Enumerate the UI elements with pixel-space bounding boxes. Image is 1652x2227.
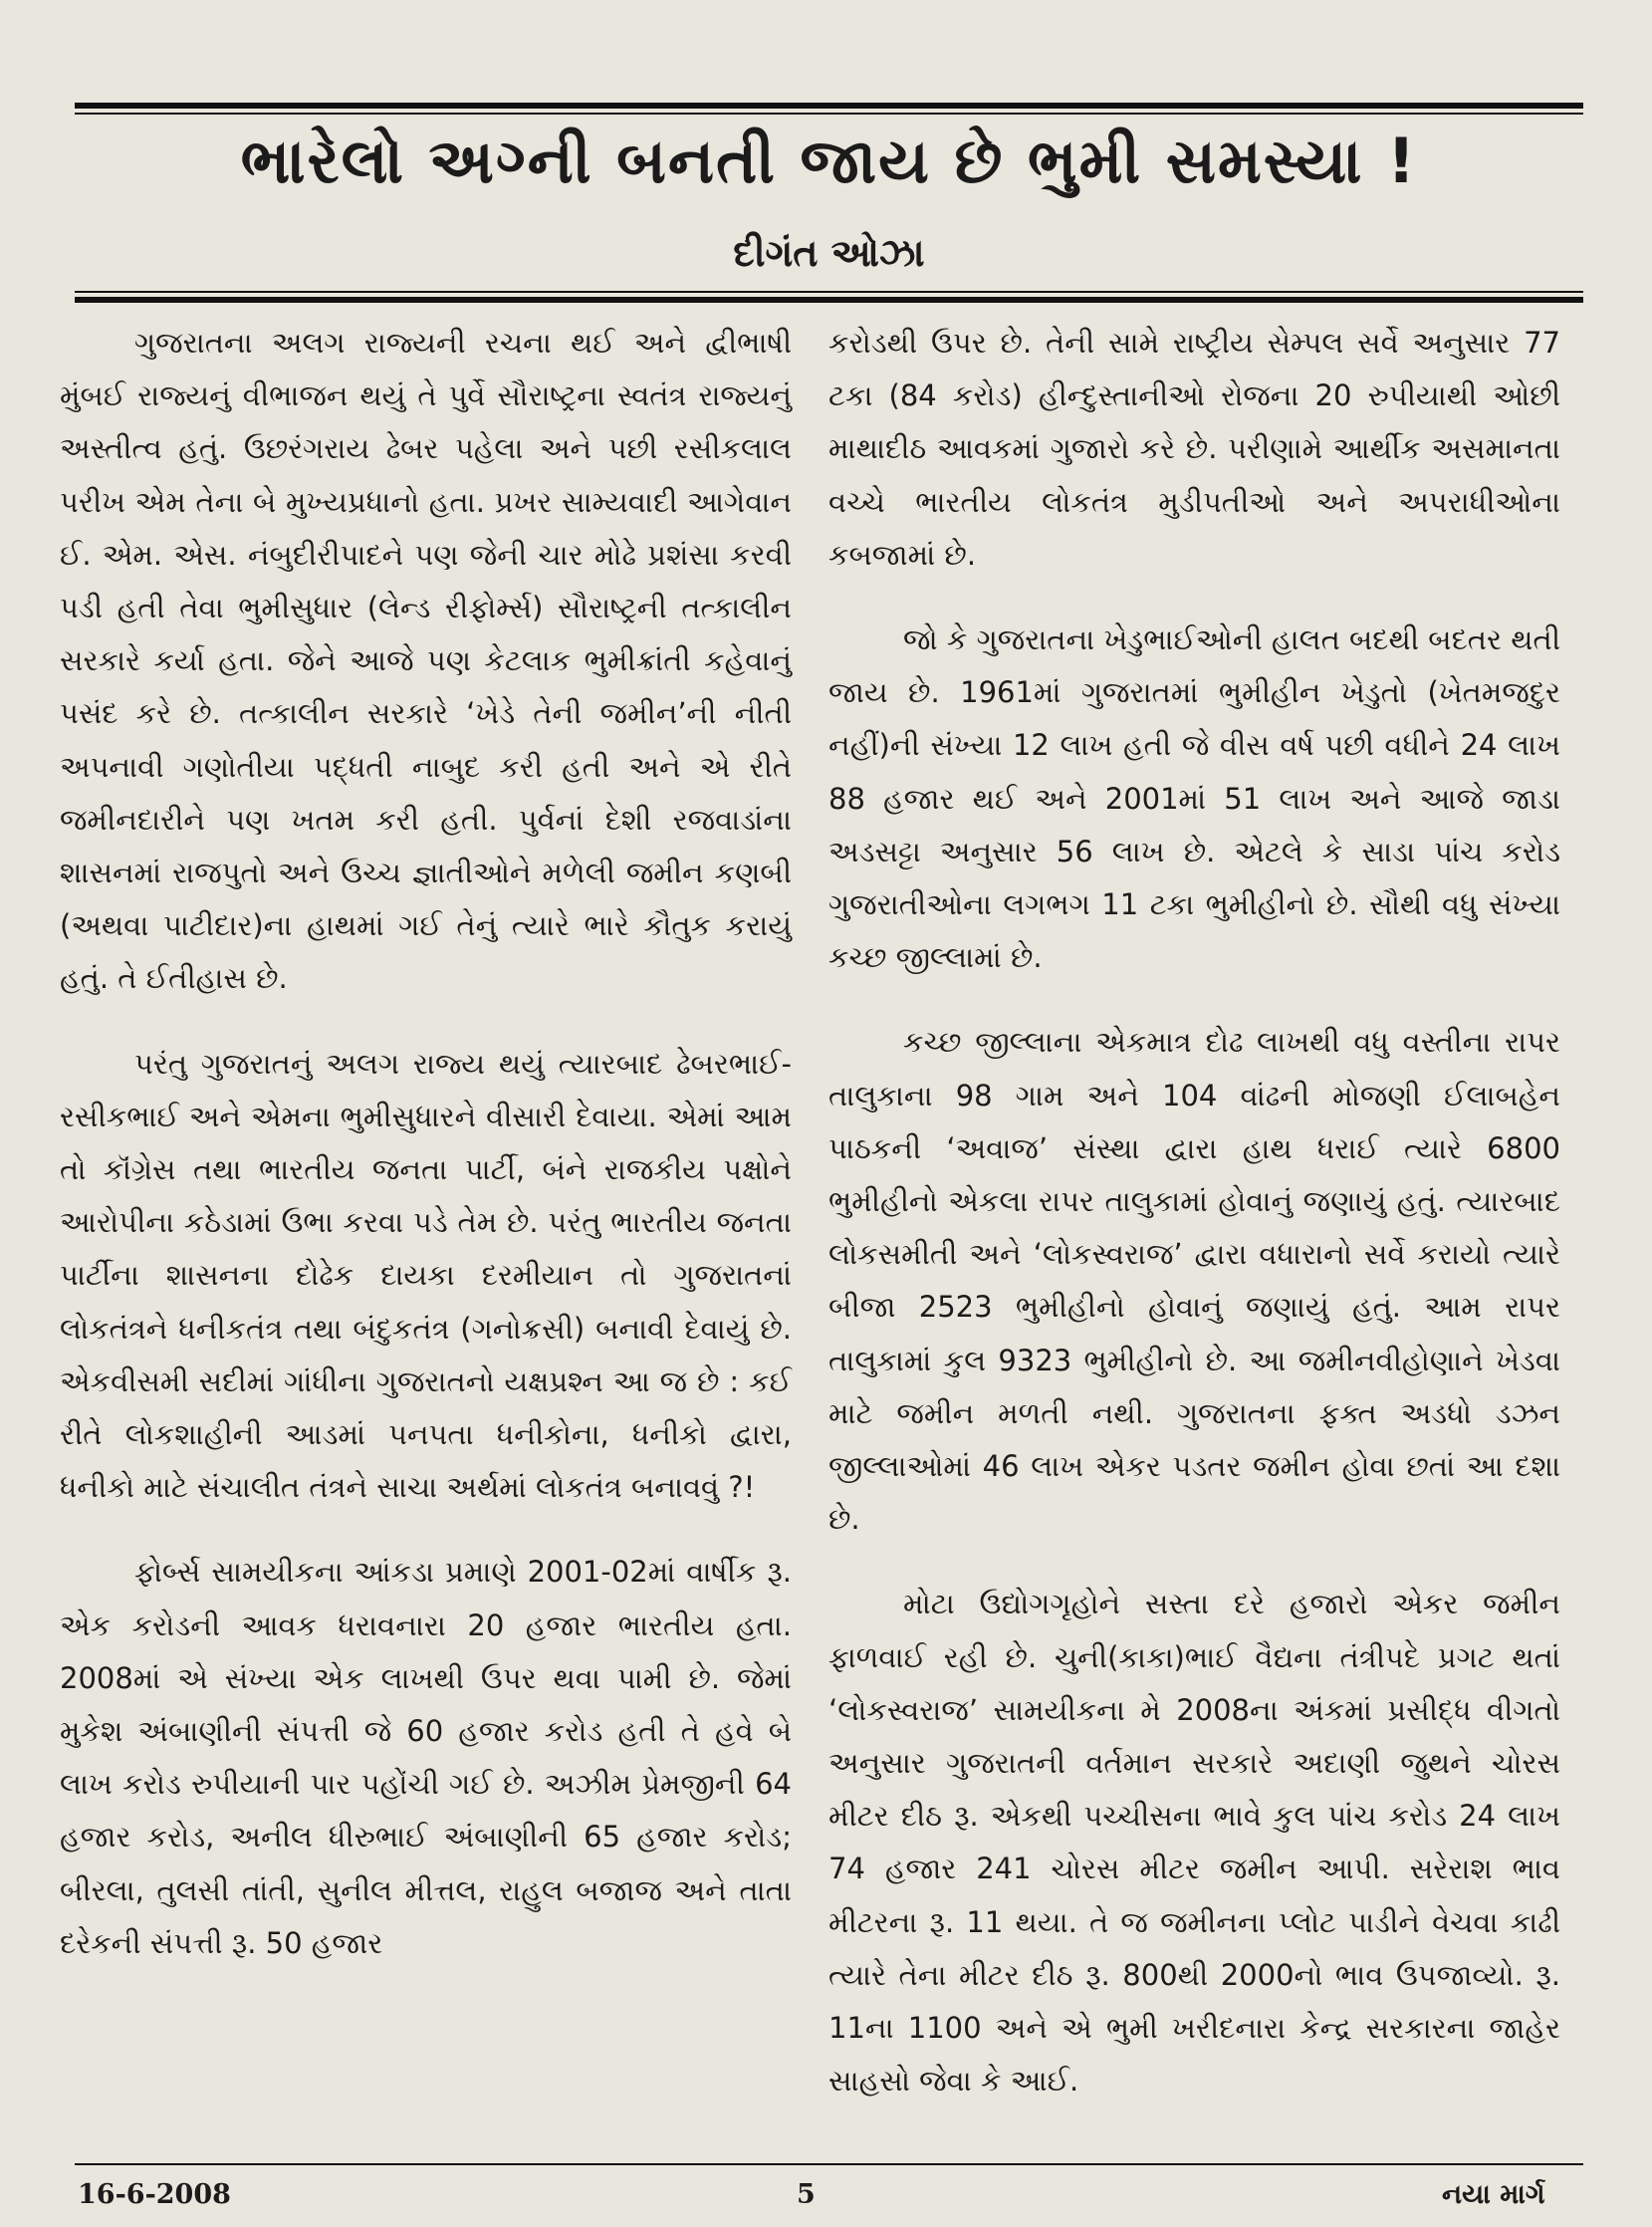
article-title: ભારેલો અગ્ની બનતી જાય છે ભુમી સમસ્યા ! — [240, 124, 1418, 197]
left-column — [60, 317, 792, 2002]
paragraph: કચ્છ જીલ્લાના એકમાત્ર દોઢ લાખથી વધુ વસ્તીના રાપર તાલુકાના 98 ગામ અને 104 વાંઢની મોજણી ઈલાબહેન પાઠકની ‘અવાજ’ સંસ્થા દ્વારા હાથ ધરાઈ ત્યારે 6800 ભુમીહીનો એકલા રાપર તાલુકામાં હોવાનું જણાયું હતું. ત્યારબાદ લોકસમીતી અને ‘લોકસ્વરાજ’ દ્વારા વધારાનો સર્વે કરાયો ત્યારે બીજા 2523 ભુમીહીનો હોવાનું જણાયું હતું. આમ રાપર તાલુકામાં કુલ 9323 ભુમીહીનો છે. આ જમીનવીહોણાને ખેડવા માટે જમીન મળતી નથી. ગુજરાતના ફક્ત અડધો ડઝન જીલ્લાઓમાં 46 લાખ એકર પડતર જમીન હોવા છતાં આ દશા છે. — [828, 1025, 1560, 1537]
paragraph: કરોડથી ઉપર છે. તેની સામે રાષ્ટ્રીય સેમ્પલ સર્વે અનુસાર 77 ટકા (84 કરોડ) હીન્દુસ્તાનીઓ રોજના 20 રુપીયાથી ઓછી માથાદીઠ આવકમાં ગુજારો કરે છે. પરીણામે આર્થીક અસમાનતા વચ્ચે ભારતીય લોકતંત્ર મુડીપતીઓ અને અપરાધીઓના કબજામાં છે. — [828, 326, 1560, 572]
top-rule-thick — [75, 103, 1583, 109]
footer-date: 16-6-2008 — [78, 2179, 231, 2210]
paragraph: પરંતુ ગુજરાતનું અલગ રાજ્ય થયું ત્યારબાદ ઢેબરભાઈ-રસીકભાઈ અને એમના ભુમીસુધારને વીસારી દેવાયા. એમાં આમ તો કૉંગ્રેસ તથા ભારતીય જનતા પાર્ટી, બંને રાજકીય પક્ષોને આરોપીના કઠેડામાં ઉભા કરવા પડે તેમ છે. પરંતુ ભારતીય જનતા પાર્ટીના શાસનના દોઢેક દાયકા દરમીયાન તો ગુજરાતનાં લોકતંત્રને ધનીકતંત્ર તથા બંદુકતંત્ર (ગનોક્રસી) બનાવી દેવાયું છે. એકવીસમી સદીમાં ગાંધીના ગુજરાતનો યક્ષપ્રશ્ન આ જ છે : કઈ રીતે લોકશાહીની આડમાં પનપતા ધનીકોના, ધનીકો દ્વારા, ધનીકો માટે સંચાલીત તંત્રને સાચા અર્થમાં લોકતંત્ર બનાવવું ?! — [60, 1046, 792, 1505]
paragraph: ગુજરાતના અલગ રાજ્યની રચના થઈ અને દ્વીભાષી મુંબઈ રાજ્યનું વીભાજન થયું તે પુર્વે સૌરાષ્ટ્રના સ્વતંત્ર રાજ્યનું અસ્તીત્વ હતું. ઉછરંગરાય ઢેબર પહેલા અને પછી રસીકલાલ પરીખ એમ તેના બે મુખ્યપ્રધાનો હતા. પ્રખર સામ્યવાદી આગેવાન ઈ. એમ. એસ. નંબુદીરીપાદને પણ જેની ચાર મોઢે પ્રશંસા કરવી પડી હતી તેવા ભુમીસુધાર (લેન્ડ રીફોર્મ્સ) સૌરાષ્ટ્રની તત્કાલીન સરકારે કર્યા હતા. જેને આજે પણ કેટલાક ભુમીક્રાંતી કહેવાનું પસંદ કરે છે. તત્કાલીન સરકારે ‘ખેડે તેની જમીન’ની નીતી અપનાવી ગણોતીયા પદ્ધતી નાબુદ કરી હતી અને એ રીતે જમીનદારીને પણ ખતમ કરી હતી. પુર્વનાં દેશી રજવાડાંના શાસનમાં રાજપુતો અને ઉચ્ચ જ્ઞાતીઓને મળેલી જમીન કણબી (અથવા પાટીદાર)ના હાથમાં ગઈ તેનું ત્યારે ભારે કૌતુક કરાયું હતું. તે ઈતીહાસ છે. — [60, 326, 792, 996]
header-rule-thin — [75, 291, 1583, 293]
top-rule-thin — [75, 113, 1583, 115]
paragraph: મોટા ઉદ્યોગગૃહોને સસ્તા દરે હજારો એકર જમીન ફાળવાઈ રહી છે. ચુની(કાકા)ભાઈ વૈદ્યના તંત્રીપદે પ્રગટ થતાં ‘લોકસ્વરાજ’ સામયીકના મે 2008ના અંકમાં પ્રસીદ્ધ વીગતો અનુસાર ગુજરાતની વર્તમાન સરકારે અદાણી જુથને ચોરસ મીટર દીઠ રૂ. એકથી પચ્ચીસના ભાવે કુલ પાંચ કરોડ 24 લાખ 74 હજાર 241 ચોરસ મીટર જમીન આપી. સરેરાશ ભાવ મીટરના રૂ. 11 થયા. તે જ જમીનના પ્લોટ પાડીને વેચવા કાઢી ત્યારે તેના મીટર દીઠ રૂ. 800થી 2000નો ભાવ ઉપજાવ્યો. રૂ. 11ના 1100 અને એ ભુમી ખરીદનારા કેન્દ્ર સરકારના જાહેર સાહસો જેવા કે આઈ. — [828, 1587, 1560, 2099]
right-column — [828, 317, 1560, 2140]
paragraph: જો કે ગુજરાતના ખેડુભાઈઓની હાલત બદથી બદતર થતી જાય છે. 1961માં ગુજરાતમાં ભુમીહીન ખેડુતો (ખેતમજદુર નહીં)ની સંખ્યા 12 લાખ હતી જે વીસ વર્ષ પછી વધીને 24 લાખ 88 હજાર થઈ અને 2001માં 51 લાખ અને આજે જાડા અડસટ્ટા અનુસાર 56 લાખ છે. એટલે કે સાડા પાંચ કરોડ ગુજરાતીઓના લગભગ 11 ટકા ભુમીહીનો છે. સૌથી વધુ સંખ્યા કચ્છ જીલ્લામાં છે. — [828, 622, 1560, 975]
footer-magazine-name: નયા માર્ગ — [1442, 2179, 1545, 2210]
header-rule-thick — [75, 297, 1583, 303]
paragraph: ફોર્બ્સ સામયીકના આંકડા પ્રમાણે 2001-02માં વાર્ષીક રૂ. એક કરોડની આવક ધરાવનારા 20 હજાર ભારતીય હતા. 2008માં એ સંખ્યા એક લાખથી ઉપર થવા પામી છે. જેમાં મુકેશ અંબાણીની સંપત્તી જે 60 હજાર કરોડ હતી તે હવે બે લાખ કરોડ રુપીયાની પાર પહોંચી ગઈ છે. અઝીમ પ્રેમજીની 64 હજાર કરોડ, અનીલ ધીરુભાઈ અંબાણીની 65 હજાર કરોડ; બીરલા, તુલસી તાંતી, સુનીલ મીત્તલ, રાહુલ બજાજ અને તાતા દરેકની સંપત્તી રૂ. 50 હજાર — [60, 1555, 792, 1960]
footer-page-number: 5 — [797, 2179, 816, 2210]
article-author: દીગંત ઓઝા — [733, 231, 925, 275]
footer-rule — [75, 2163, 1583, 2165]
